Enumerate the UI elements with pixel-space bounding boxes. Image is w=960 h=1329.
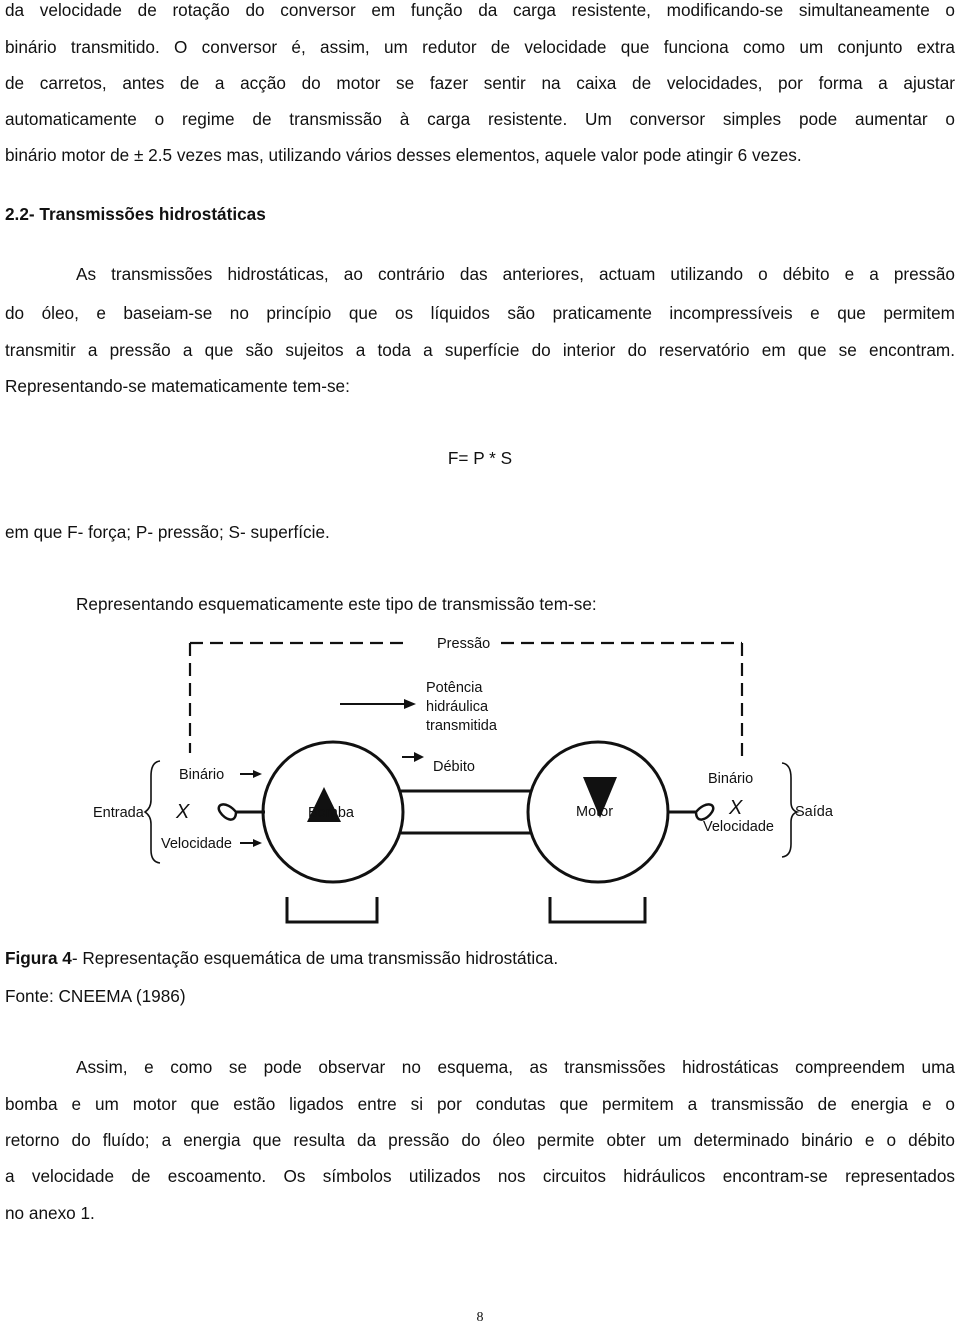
speed-label-left: Velocidade [161,836,232,852]
figure-caption-label: Figura 4 [5,948,72,968]
paragraph-3-line-3: retorno do fluído; a energia que resulta da pressão do óleo permite obter um determinado binário e o débito [5,1130,955,1150]
pump-reservoir [287,897,377,922]
figure-caption-text: - Representação esquemática de uma transmissão hidrostática. [71,948,559,968]
torque-label-right: Binário [708,771,754,787]
cross-symbol-right: X [729,797,743,819]
formula-legend: em que F- força; P- pressão; S- superfície. [5,522,330,542]
paragraph-1-line-1: da velocidade de rotação do conversor em função da carga resistente, modificando-se simultaneamente o [5,0,955,20]
flow-arrow [402,752,424,762]
output-label: Saída [795,804,833,820]
formula: F= P * S [447,448,513,468]
paragraph-3-line-5: no anexo 1. [5,1203,95,1223]
paragraph-2-line-2: do óleo, e baseiam-se no princípio que os líquidos são praticamente incompressíveis e que permitem [5,303,955,323]
cross-symbol-left: X [176,801,190,823]
page-number: 8 [476,1310,484,1325]
pump-label: Bomba [308,805,354,821]
motor-reservoir [550,897,645,922]
power-label-line-3: transmitida [426,718,497,734]
power-arrow [340,699,416,709]
paragraph-2-line-3: transmitir a pressão a que são sujeitos a toda a superfície do interior do reservatório em que se encontram. [5,340,955,360]
torque-arrow-left [240,770,262,778]
output-shaft-icon [696,804,713,819]
hydrostatic-transmission-diagram [0,620,960,930]
paragraph-1-line-3: de carretos, antes de a acção do motor se fazer sentir na caixa de velocidades, por forma a ajustar [5,73,955,93]
diagram-intro: Representando esquematicamente este tipo de transmissão tem-se: [76,594,597,614]
paragraph-3-line-1: Assim, e como se pode observar no esquema, as transmissões hidrostáticas compreendem uma [76,1057,955,1077]
torque-label-left: Binário [179,767,225,783]
paragraph-1-line-5: binário motor de ± 2.5 vezes mas, utilizando vários desses elementos, aquele valor pode atingir 6 vezes. [5,145,802,165]
input-brace [145,761,160,863]
figure-caption [5,948,558,968]
paragraph-1-line-4: automaticamente o regime de transmissão à carga resistente. Um conversor simples pode aumentar o [5,109,955,129]
power-label-line-2: hidráulica [426,699,489,715]
input-label: Entrada [93,805,144,821]
paragraph-3-line-4: a velocidade de escoamento. Os símbolos utilizados nos circuitos hidráulicos encontram-se representados [5,1166,955,1186]
flow-label: Débito [433,759,475,775]
speed-label-right: Velocidade [703,819,774,835]
pressure-label: Pressão [437,636,491,652]
section-heading: 2.2- Transmissões hidrostáticas [5,204,266,224]
paragraph-2-line-4: Representando-se matematicamente tem-se: [5,376,350,396]
figure-source: Fonte: CNEEMA (1986) [5,986,186,1006]
motor-label: Motor [576,804,614,820]
paragraph-3-line-2: bomba e um motor que estão ligados entre si por condutas que permitem a transmissão de energia e o [5,1094,955,1114]
speed-arrow-left [240,839,262,847]
power-label-line-1: Potência [426,680,483,696]
input-shaft-icon [219,804,236,819]
paragraph-1-line-2: binário transmitido. O conversor é, assim, um redutor de velocidade que funciona como um conjunto extra [5,37,955,57]
paragraph-2-line-1: As transmissões hidrostáticas, ao contrário das anteriores, actuam utilizando o débito e a pressão [76,264,955,284]
